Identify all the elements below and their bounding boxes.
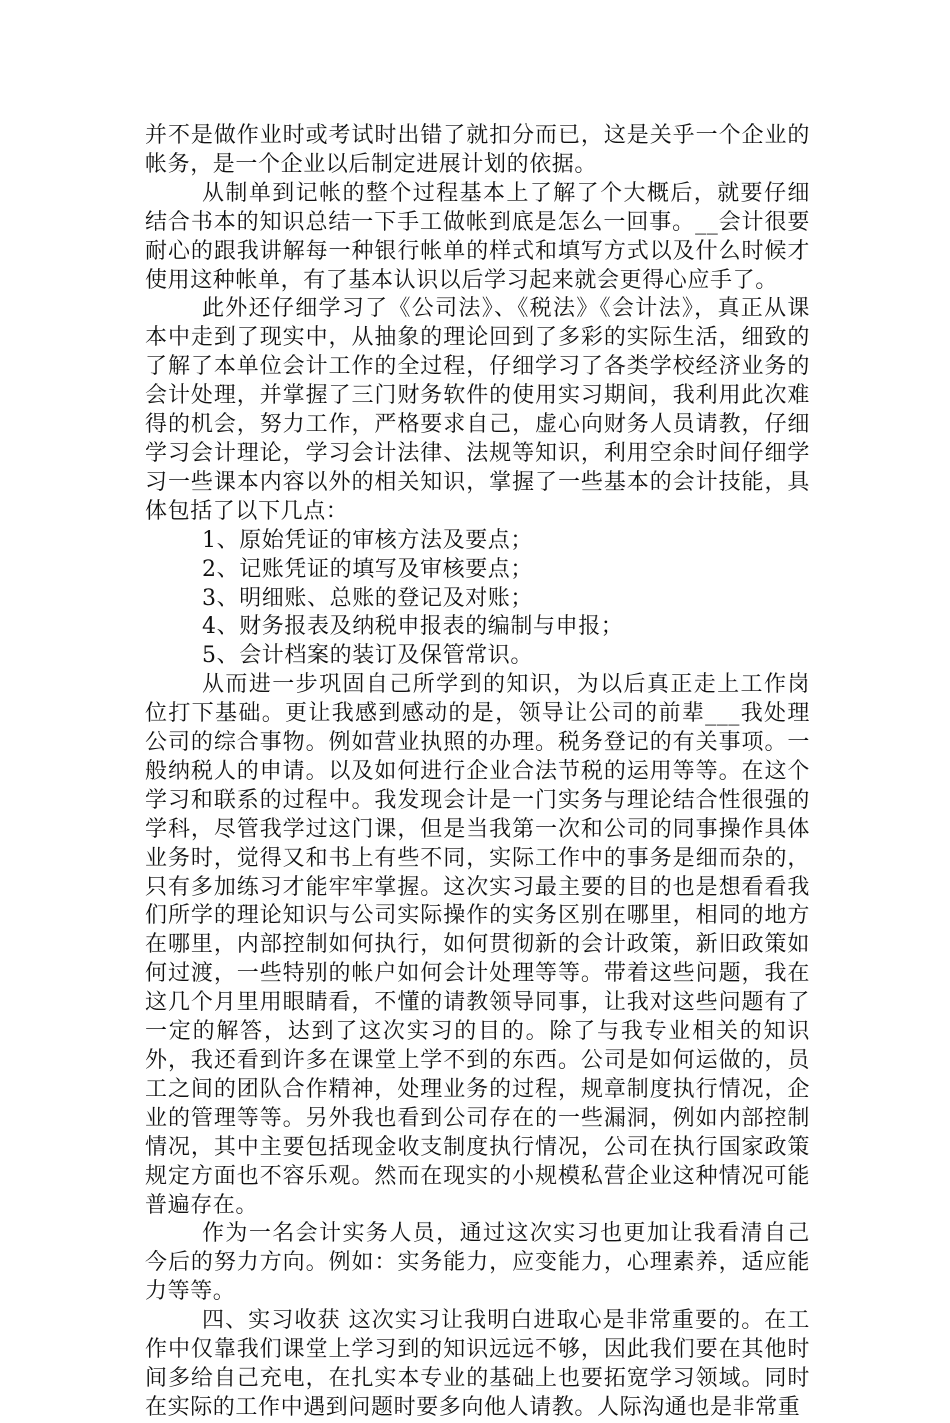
list-item-5: 5、会计档案的装订及保管常识。 xyxy=(202,643,533,669)
paragraph-5: 作为一名会计实务人员，通过这次实习也更加让我看清自己今后的努力方向。例如：实务能力，应变能力，心理素养，适应能力等等。 xyxy=(145,1221,810,1305)
list-item-3: 3、明细账、总账的登记及对账； xyxy=(202,585,533,611)
list-item-2: 2、记账凭证的填写及审核要点； xyxy=(202,556,533,582)
list-item-1: 1、原始凭证的审核方法及要点； xyxy=(202,527,533,553)
paragraph-1: 并不是做作业时或考试时出错了就扣分而已，这是关乎一个企业的帐务，是一个企业以后制定进展计划的依据。 xyxy=(145,123,810,177)
document-page xyxy=(145,122,810,1423)
list-item-4: 4、财务报表及纳税申报表的编制与申报； xyxy=(202,614,624,640)
paragraph-3: 此外还仔细学习了《公司法》、《税法》《会计法》，真正从课本中走到了现实中，从抽象的理论回到了多彩的实际生活，细致的了解了本单位会计工作的全过程，仔细学习了各类学校经济业务的会计处理，并掌握了三门财务软件的使用实习期间，我利用此次难得的机会，努力工作，严格要求自己，虚心向财务人员请教，仔细学习会计理论，学习会计法律、法规等知识，利用空余时间仔细学习一些课本内容以外的相关知识，掌握了一些基本的会计技能，具体包括了以下几点： xyxy=(145,296,810,524)
paragraph-6: 四、实习收获 这次实习让我明白进取心是非常重要的。在工作中仅靠我们课堂上学习到的知识远远不够，因此我们要在其他时间多给自己充电，在扎实本专业的基础上也要拓宽学习领域。同时在实际的工作中遇到问题时要多向他人请教。人际沟通也是非常重 xyxy=(145,1308,810,1420)
paragraph-2: 从制单到记帐的整个过程基本上了解了个大概后，就要仔细结合书本的知识总结一下手工做帐到底是怎么一回事。__会计很要耐心的跟我讲解每一种银行帐单的样式和填写方式以及什么时候才使用这种帐单，有了基本认识以后学习起来就会更得心应手了。 xyxy=(145,180,810,293)
paragraph-4: 从而进一步巩固自己所学到的知识，为以后真正走上工作岗位打下基础。更让我感到感动的是，领导让公司的前辈___我处理公司的综合事物。例如营业执照的办理。税务登记的有关事项。一般纳税人的申请。以及如何进行企业合法节税的运用等等。在这个学习和联系的过程中。我发现会计是一门实务与理论结合性很强的学科，尽管我学过这门课，但是当我第一次和公司的同事操作具体业务时，觉得又和书上有些不同，实际工作中的事务是细而杂的，只有多加练习才能牢牢掌握。这次实习最主要的目的也是想看看我们所学的理论知识与公司实际操作的实务区别在哪里，相同的地方在哪里，内部控制如何执行，如何贯彻新的会计政策，新旧政策如何过渡，一些特别的帐户如何会计处理等等。带着这些问题，我在这几个月里用眼睛看，不懂的请教领导同事，让我对这些问题有了一定的解答，达到了这次实习的目的。除了与我专业相关的知识外，我还看到许多在课堂上学不到的东西。公司是如何运做的，员工之间的团队合作精神，处理业务的过程，规章制度执行情况，企业的管理等等。另外我也看到公司存在的一些漏洞，例如内部控制情况，其中主要包括现金收支制度执行情况，公司在执行国家政策规定方面也不容乐观。然而在现实的小规模私营企业这种情况可能普遍存在。 xyxy=(145,672,810,1218)
